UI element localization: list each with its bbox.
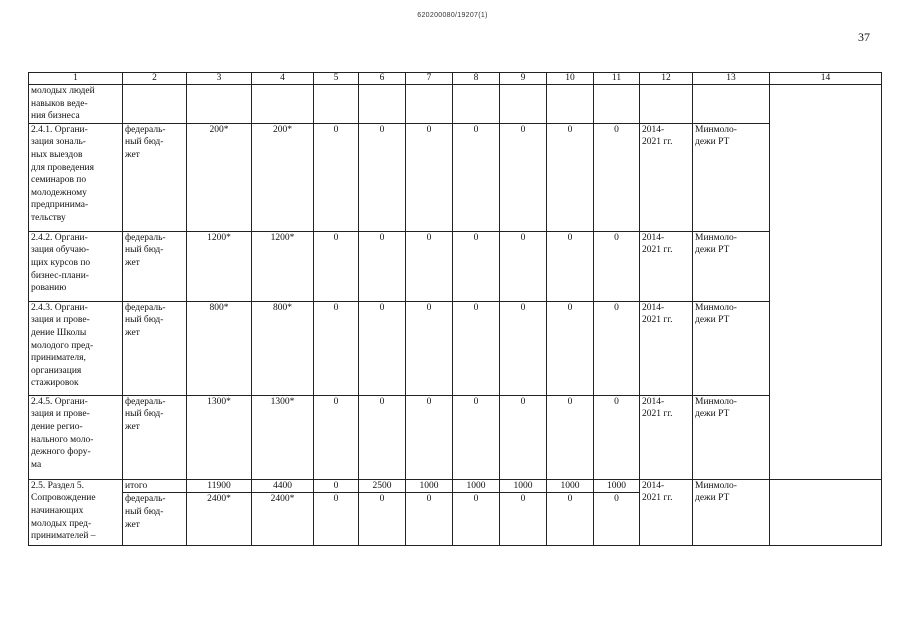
amount-cell [187, 85, 252, 124]
amount-cell: 0 [500, 493, 547, 546]
col-header: 3 [187, 73, 252, 85]
table-row [29, 85, 882, 124]
amount-cell: 0 [314, 395, 359, 479]
amount-cell: 0 [453, 123, 500, 231]
col-header: 14 [770, 73, 882, 85]
amount-cell: 0 [547, 395, 594, 479]
col-header: 5 [314, 73, 359, 85]
executor-cell: Минмоло- дежи РТ [693, 395, 770, 479]
amount-cell: 0 [406, 395, 453, 479]
activity-cell: 2.4.1. Органи- зация зональ- ных выездов для проведения семинаров по молодежному предпринима- тельству [29, 123, 123, 231]
period-cell: 2014- 2021 гг. [640, 395, 693, 479]
amount-cell: 0 [359, 493, 406, 546]
amount-cell: 0 [359, 301, 406, 395]
amount-cell: 200* [187, 123, 252, 231]
amount-cell [500, 85, 547, 124]
period-cell: 2014- 2021 гг. [640, 301, 693, 395]
table-row [29, 479, 882, 493]
amount-cell: 1000 [594, 479, 640, 493]
amount-cell: 800* [252, 301, 314, 395]
amount-cell: 0 [453, 301, 500, 395]
activity-cell: 2.4.3. Органи- зация и прове- дение Школы молодого пред- принимателя, организация стажировок [29, 301, 123, 395]
executor-cell: Минмоло- дежи РТ [693, 123, 770, 231]
executor-cell [693, 85, 770, 124]
period-cell: 2014- 2021 гг. [640, 123, 693, 231]
amount-cell: 0 [547, 123, 594, 231]
funding-source-cell: федераль- ный бюд- жет [123, 301, 187, 395]
funding-source-cell: итого [123, 479, 187, 493]
amount-cell: 0 [314, 301, 359, 395]
activity-cell: 2.5. Раздел 5. Сопровождение начинающих молодых пред- принимателей – [29, 479, 123, 546]
amount-cell: 0 [453, 231, 500, 301]
amount-cell: 0 [500, 301, 547, 395]
executor-cell: Минмоло- дежи РТ [693, 231, 770, 301]
amount-cell [594, 85, 640, 124]
amount-cell: 0 [500, 123, 547, 231]
amount-cell: 0 [359, 395, 406, 479]
amount-cell: 0 [594, 301, 640, 395]
amount-cell [314, 85, 359, 124]
col-header: 6 [359, 73, 406, 85]
amount-cell [453, 85, 500, 124]
amount-cell: 1000 [406, 479, 453, 493]
executor-cell: Минмоло- дежи РТ [693, 301, 770, 395]
period-cell [640, 85, 693, 124]
col-header: 13 [693, 73, 770, 85]
amount-cell: 0 [314, 231, 359, 301]
amount-cell: 1000 [500, 479, 547, 493]
amount-cell: 2400* [187, 493, 252, 546]
notes-cell [770, 85, 882, 480]
col-header: 4 [252, 73, 314, 85]
amount-cell: 2400* [252, 493, 314, 546]
amount-cell: 0 [406, 123, 453, 231]
amount-cell: 0 [594, 493, 640, 546]
amount-cell: 0 [314, 123, 359, 231]
amount-cell: 1300* [187, 395, 252, 479]
table-row [29, 395, 882, 479]
amount-cell: 0 [547, 231, 594, 301]
col-header: 2 [123, 73, 187, 85]
amount-cell: 4400 [252, 479, 314, 493]
col-header: 7 [406, 73, 453, 85]
col-header: 9 [500, 73, 547, 85]
amount-cell: 800* [187, 301, 252, 395]
document-id: 620200080/19207(1) [417, 12, 488, 19]
activity-cell: 2.4.5. Органи- зация и прове- дение регио- нального моло- дежного фору- ма [29, 395, 123, 479]
amount-cell: 0 [453, 493, 500, 546]
period-cell: 2014- 2021 гг. [640, 479, 693, 546]
table-row [29, 123, 882, 231]
col-header: 11 [594, 73, 640, 85]
period-cell: 2014- 2021 гг. [640, 231, 693, 301]
col-header: 10 [547, 73, 594, 85]
amount-cell: 0 [406, 301, 453, 395]
funding-source-cell [123, 85, 187, 124]
amount-cell: 1200* [187, 231, 252, 301]
amount-cell [406, 85, 453, 124]
amount-cell: 1300* [252, 395, 314, 479]
funding-source-cell: федераль- ный бюд- жет [123, 231, 187, 301]
amount-cell: 0 [314, 479, 359, 493]
amount-cell: 0 [500, 395, 547, 479]
col-header: 1 [29, 73, 123, 85]
activity-cell: 2.4.2. Органи- зация обучаю- щих курсов по бизнес-плани- рованию [29, 231, 123, 301]
amount-cell: 0 [359, 231, 406, 301]
budget-table [28, 72, 882, 546]
amount-cell: 0 [594, 395, 640, 479]
amount-cell: 11900 [187, 479, 252, 493]
amount-cell: 0 [594, 123, 640, 231]
amount-cell: 0 [453, 395, 500, 479]
notes-cell [770, 479, 882, 546]
table-row [29, 301, 882, 395]
amount-cell: 0 [406, 231, 453, 301]
amount-cell: 0 [594, 231, 640, 301]
amount-cell: 0 [359, 123, 406, 231]
col-header: 12 [640, 73, 693, 85]
amount-cell: 0 [314, 493, 359, 546]
amount-cell: 0 [547, 493, 594, 546]
col-header: 8 [453, 73, 500, 85]
funding-source-cell: федераль- ный бюд- жет [123, 123, 187, 231]
amount-cell: 0 [500, 231, 547, 301]
amount-cell: 0 [547, 301, 594, 395]
amount-cell [359, 85, 406, 124]
funding-source-cell: федераль- ный бюд- жет [123, 493, 187, 546]
funding-source-cell: федераль- ный бюд- жет [123, 395, 187, 479]
activity-cell: молодых людей навыков веде- ния бизнеса [29, 85, 123, 124]
amount-cell: 1200* [252, 231, 314, 301]
amount-cell: 0 [406, 493, 453, 546]
amount-cell: 200* [252, 123, 314, 231]
amount-cell: 1000 [547, 479, 594, 493]
executor-cell: Минмоло- дежи РТ [693, 479, 770, 546]
amount-cell: 2500 [359, 479, 406, 493]
page-number: 37 [858, 30, 870, 44]
amount-cell: 1000 [453, 479, 500, 493]
table-row [29, 231, 882, 301]
amount-cell [547, 85, 594, 124]
amount-cell [252, 85, 314, 124]
column-number-row [29, 73, 882, 85]
